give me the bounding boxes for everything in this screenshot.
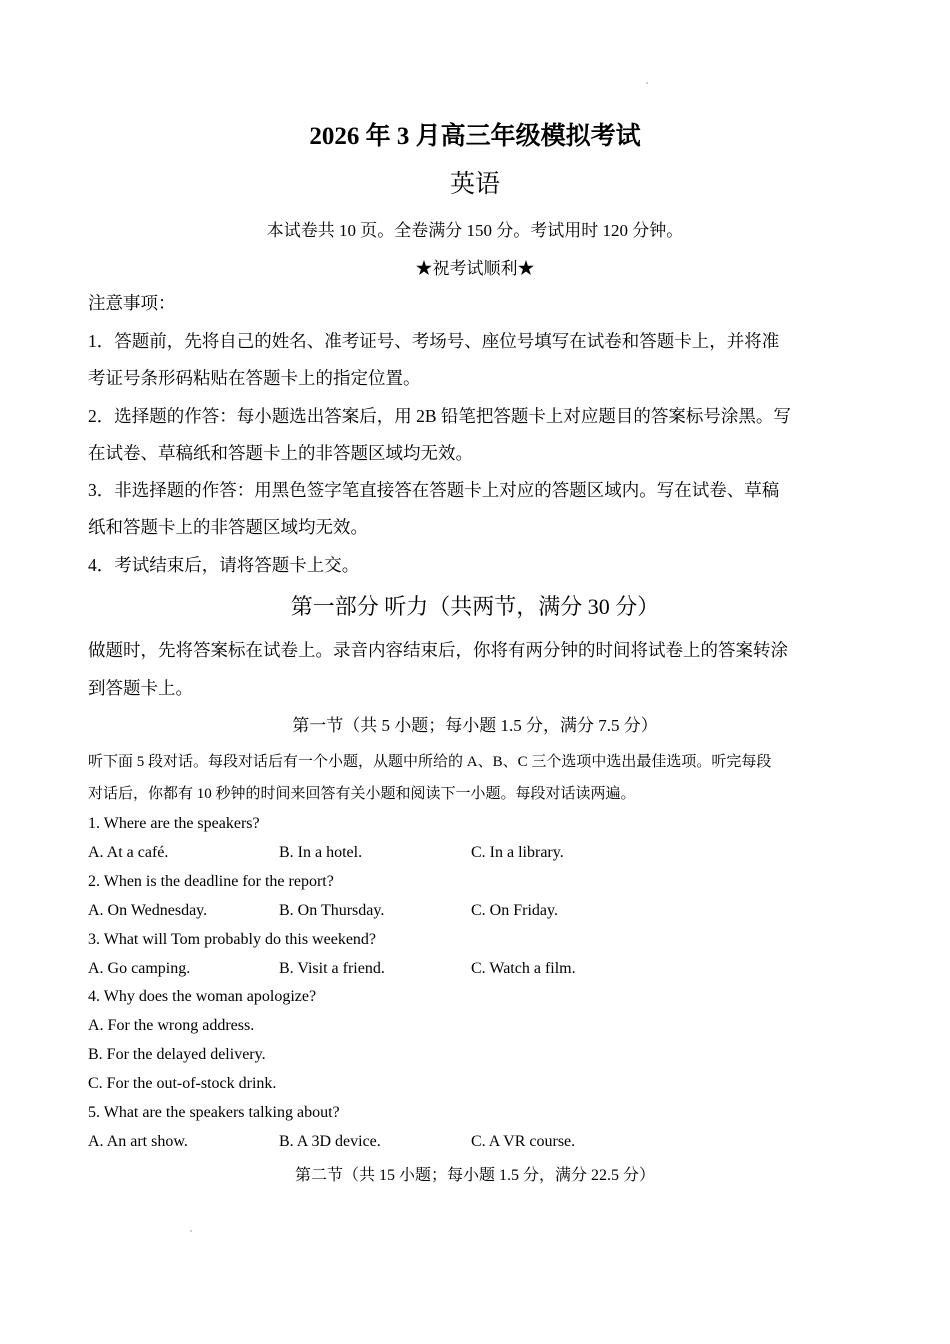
- notice-item-2-cont: 在试卷、草稿纸和答题卡上的非答题区域均无效。: [88, 443, 473, 463]
- section1-instruction: 听下面 5 段对话。每段对话后有一个小题，从题中所给的 A、B、C 三个选项中选出最佳选项。听完每段: [88, 754, 772, 770]
- part1-heading: 第一部分 听力（共两节，满分 30 分）: [290, 594, 660, 619]
- q4-option-a: A. For the wrong address.: [88, 1017, 255, 1034]
- q1-option-c: C. In a library.: [471, 844, 564, 861]
- notice-item-1-cont: 考证号条形码粘贴在答题卡上的指定位置。: [88, 368, 421, 388]
- exam-title: 2026 年 3 月高三年级模拟考试: [309, 123, 641, 150]
- subject-title: 英语: [449, 171, 500, 198]
- part1-intro-cont: 到答题卡上。: [88, 678, 193, 698]
- notice-item-4: 4．考试结束后，请将答题卡上交。: [88, 555, 360, 575]
- good-luck-line: ★祝考试顺利★: [415, 259, 535, 278]
- q2-option-a: A. On Wednesday.: [88, 902, 208, 919]
- q3-option-b: B. Visit a friend.: [279, 960, 385, 977]
- section1-instruction-cont: 对话后，你都有 10 秒钟的时间来回答有关小题和阅读下一小题。每段对话读两遍。: [88, 786, 636, 802]
- notice-item-3-cont: 纸和答题卡上的非答题区域均无效。: [88, 517, 368, 537]
- question-3: 3. What will Tom probably do this weekend?: [88, 931, 377, 948]
- q4-option-b: B. For the delayed delivery.: [88, 1046, 266, 1063]
- question-2: 2. When is the deadline for the report?: [88, 873, 334, 890]
- section1-heading: 第一节（共 5 小题；每小题 1.5 分，满分 7.5 分）: [292, 716, 658, 735]
- part1-intro: 做题时，先将答案标在试卷上。录音内容结束后，你将有两分钟的时间将试卷上的答案转涂: [88, 640, 788, 660]
- q2-option-c: C. On Friday.: [471, 902, 558, 919]
- notice-item-1: 1．答题前，先将自己的姓名、准考证号、考场号、座位号填写在试卷和答题卡上，并将准: [88, 331, 780, 351]
- scan-dot: [646, 82, 648, 84]
- q5-option-a: A. An art show.: [88, 1133, 188, 1150]
- q5-option-b: B. A 3D device.: [279, 1133, 381, 1150]
- notice-item-2: 2．选择题的作答：每小题选出答案后，用 2B 铅笔把答题卡上对应题目的答案标号涂黑。写: [88, 406, 791, 426]
- q3-option-a: A. Go camping.: [88, 960, 191, 977]
- exam-info: 本试卷共 10 页。全卷满分 150 分。考试用时 120 分钟。: [266, 221, 684, 240]
- q1-option-b: B. In a hotel.: [279, 844, 363, 861]
- q5-option-c: C. A VR course.: [471, 1133, 576, 1150]
- question-4: 4. Why does the woman apologize?: [88, 988, 317, 1005]
- section2-heading: 第二节（共 15 小题；每小题 1.5 分，满分 22.5 分）: [294, 1167, 655, 1184]
- notice-title: 注意事项：: [88, 293, 176, 313]
- scan-dot: [190, 1230, 192, 1232]
- q2-option-b: B. On Thursday.: [279, 902, 385, 919]
- notice-item-3: 3．非选择题的作答：用黑色签字笔直接答在答题卡上对应的答题区域内。写在试卷、草稿: [88, 480, 780, 500]
- q4-option-c: C. For the out-of-stock drink.: [88, 1075, 277, 1092]
- question-1: 1. Where are the speakers?: [88, 815, 260, 832]
- q1-option-a: A. At a café.: [88, 844, 169, 861]
- question-5: 5. What are the speakers talking about?: [88, 1104, 340, 1121]
- q3-option-c: C. Watch a film.: [471, 960, 576, 977]
